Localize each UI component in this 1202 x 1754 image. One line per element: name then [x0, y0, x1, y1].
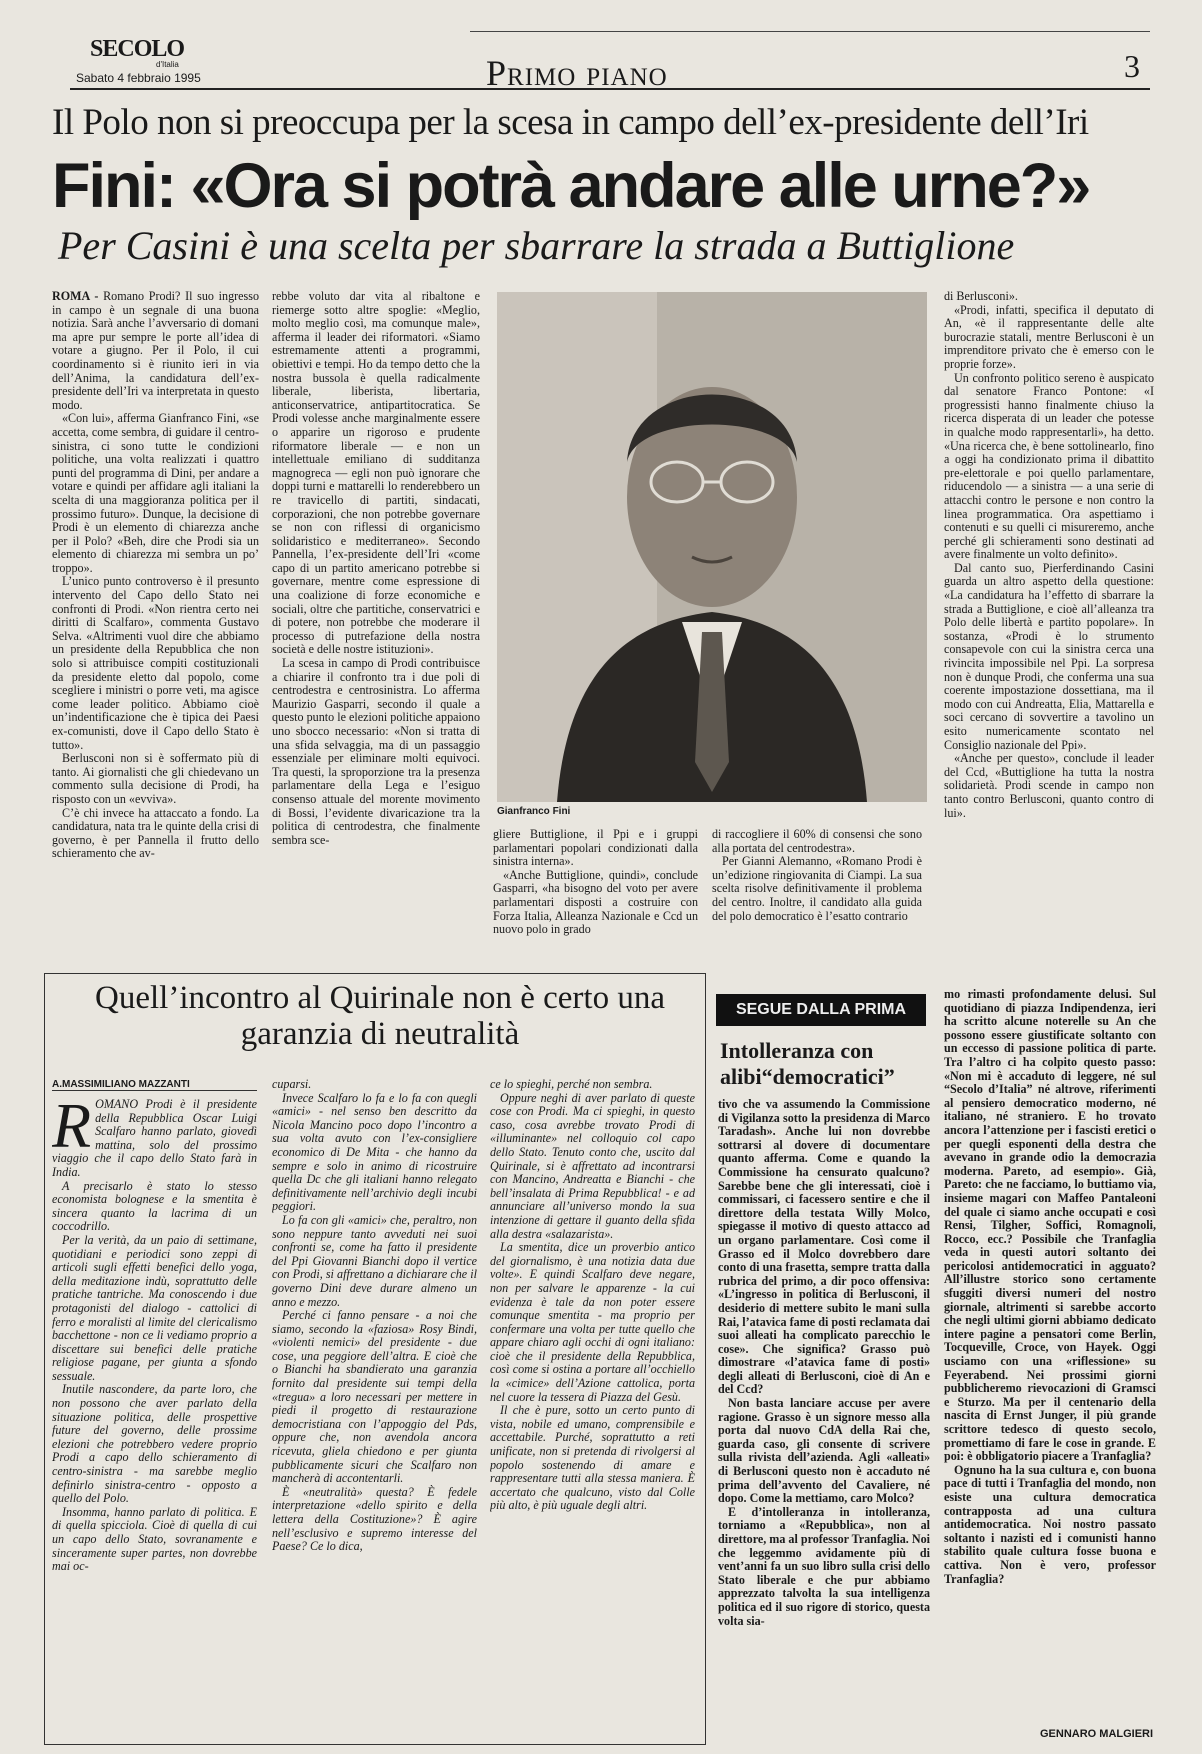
article-column-3 [493, 828, 698, 958]
headline-kicker: Il Polo non si preoccupa per la scesa in campo dell’ex-presidente dell’Iri [52, 102, 1089, 143]
article-paragraph: La scesa in campo di Prodi contribuisce a chiarire il confronto tra i due poli di centrodestra e centrosinistra. Lo afferma Maurizio Gasparri, secondo il quale a questo punto le elezioni politiche appaiono uno sbocco necessario: «Non si tratta di una sfida selvaggia, ma di un passaggio essenziale per eliminare molti equivoci. Tra questi, la sproporzione tra la presenza parlamentare della Lega e l’esiguo consenso attuale del morente movimento di Bossi, l’evidente divaricazione tra la politica di centrodestra, che finalmente sembra sce- [272, 656, 480, 847]
sidebar-title: Intolleranza con alibi“democratici” [720, 1038, 895, 1089]
header-rule [470, 31, 1150, 32]
article-paragraph: «Anche Buttiglione, quindi», conclude Gasparri, «ha bisogno del voto per avere parlamentari disposti a costruire con Forza Italia, Alleanza Nazionale e Ccd un nuovo polo in grado [493, 867, 698, 937]
opinion-paragraph: Perché ci fanno pensare - a noi che siamo, secondo la «faziosa» Rosy Bindi, «violenti nemici» del presidente - due cose, una peggiore dell’altra. E cioè che o Bianchi ha sbandierato una garanzia fornito dal presidente sui tempi della «tregua» a loro necessari per mettere in piedi il progetto di restaurazione democristiana con l’appoggio del Pds, oppure che, non avendola ancora ricevuta, gliela chiedono e per giunta pubblicamente sicuri che Scalfaro non mancherà di accontentarli. [272, 1308, 477, 1486]
article-column-1 [52, 290, 259, 958]
article-paragraph: rebbe voluto dar vita al ribaltone e riemerge sotto altre spoglie: «Meglio, molto meglio così, ma comunque male», afferma il leader dei riformatori. «Siamo estremamente attenti a programmi, obiettivi e tempi. Ho da tempo detto che la nostra bussola è quella radicalmente liberale, liberista, libertaria, anticonservatrice, antipartitocratica. Se Prodi volesse anche marginalmente essere o apparire un rigoroso e prudente riformatore liberale — e non un intellettuale emiliano di sudditanza magnogreca — egli non può ignorare che doppi turni e mattarelli lo renderebbero un re travicello di partiti, sindacati, corporazioni, che non potrebbe governare se non con riflessi di organicismo solidaristico e mediterraneo». Secondo Pannella, l’ex-presidente dell’Iri «come capo di un partito americano potrebbe si governare, mentre come espressione di una coalizione di forze economiche e sociali, oltre che partitiche, conservatrici e di potere, non potrebbe che moderare il processo di putrefazione della nostra società e delle nostre istituzioni». [272, 290, 480, 657]
photo-caption: Gianfranco Fini [497, 806, 571, 817]
article-dateline: ROMA - [52, 290, 99, 303]
sidebar-paragraph: tivo che va assumendo la Commissione di Vigilanza sotto la presidenza di Marco Taradash». Anche lui non dovrebbe sottrarsi al dovere di documentare quanto afferma. Come e quando la Commissione ha censurato qualcuno? Sarebbe bene che gli interessati, cioè i commissari, ci facessero sentire e che il direttore della testata Willy Molco, spiegasse il motivo di questo attacco ad un organo parlamentare. Così come il Grasso ed il Molco dovrebbero dare conto di una frasetta, sempre tratta dalla rubrica del primo, a dir poco offensiva: «L’ingresso in politica di Berlusconi, il desiderio di mettere subito le mani sulla Rai, l’atavica fame di posti reclamata dai suoi alleati ha complicato parecchio le cose». Che significa? Grasso può dimostrare «l’atavica fame di posti» degli alleati di Berlusconi, cioè di An e del Ccd? [718, 1098, 930, 1397]
opinion-paragraph: Insomma, hanno parlato di politica. E di quella spicciola. Cioè di quella di cui un capo dello Stato, sovranamente e sinceramente super partes, non dovrebbe mai oc- [52, 1504, 257, 1574]
sidebar-column-2 [944, 988, 1156, 1723]
opinion-paragraph: Per la verità, da un paio di settimane, quotidiani e periodici sono zeppi di articoli sugli effetti benefici dello yoga, della meditazione indù, soprattutto delle pratiche tantriche. Ma conoscendo i due protagonisti del dialogo - cattolici di ferro e moralisti al limite del clericalismo bacchettone - non ce li vediamo proprio a discettare sui benefici delle pratiche religiose pagane, per giunta a sfondo sessuale. [52, 1232, 257, 1383]
byline-rule [52, 1090, 257, 1091]
opinion-paragraph: Oppure neghi di aver parlato di queste cose con Prodi. Ma ci spieghi, in questo caso, cosa avrebbe trovato Prodi di «illuminante» nel colloquio col capo dello Stato. Tenuto conto che, uscito dal Quirinale, si è affrettato ad incontrarsi con Mancino, Andreatta e Bianchi - che bell’insalata di Prima Repubblica! - e ad annunciare all’universo mondo la sua intenzione di gettare il guanto della sfida alla destra «salazarista». [490, 1090, 695, 1241]
masthead-subtitle: d'Italia [156, 60, 179, 69]
article-paragraph: Berlusconi non si è soffermato più di tanto. Ai giornalisti che gli chiedevano un commento sulla decisione di Prodi, ha risposto con un «evviva». [52, 751, 259, 806]
article-paragraph: «Prodi, infatti, specifica il deputato di An, «è il rappresentante delle alte burocrazie statali, mentre Berlusconi è un imprenditore privato che è emerso con le proprie forze». [944, 302, 1154, 371]
sidebar-paragraph: Ognuno ha la sua cultura e, con buona pace di tutti i Tranfaglia del mondo, non esiste una cultura democratica contrapposta ad una cultura antidemocratica. Noi nostro passato soltanto i nazisti ed i comunisti hanno stabilito quale cultura fosse buona e cattiva. Non è vero, professor Tranfaglia? [944, 1462, 1156, 1586]
segue-badge: SEGUE DALLA PRIMA [716, 994, 926, 1026]
main-headline: Fini: «Ora si potrà andare alle urne?» [52, 151, 1090, 221]
masthead-rule [70, 88, 1150, 90]
opinion-byline: A.MASSIMILIANO MAZZANTI [52, 1079, 190, 1090]
article-paragraph: L’unico punto controverso è il presunto intervento del Capo dello Stato nei confronti di Prodi. «Non rientra certo nei diritti di Scalfaro», commenta Gustavo Selva. «Altrimenti vuol dire che abbiamo un presidente della Repubblica che non solo si attribuisce compiti costituzionali da presidente eletto dal popolo, come scegliere i ministri o porre veti, ma agisce come leader politico. Abbiamo cioè un’indentificazione che è tipica dei Paesi ex-comunisti, dove il Capo dello Stato è tutto». [52, 574, 259, 752]
opinion-paragraph: È «neutralità» questa? È fedele interpretazione «dello spirito e della lettera della Costituzione»? È agire nell’esclusivo e supremo interesse del Paese? Ce lo dica, [272, 1484, 477, 1554]
section-title: Primo piano [486, 53, 668, 93]
sidebar-paragraph: Non basta lanciare accuse per avere ragione. Grasso è un signore messo alla porta dal nuovo CdA della Rai che, guarda caso, gli consente di scrivere sulla rivista dell’azienda. Agli «alleati» di Berlusconi questo non è accaduto né prima dell’avvento del Cavaliere, né dopo. Come la mettiamo, caro Molco? [718, 1396, 930, 1506]
opinion-title: Quell’incontro al Quirinale non è certo una garanzia di neutralità [95, 980, 665, 1052]
article-paragraph: «Anche per questo», conclude il leader del Ccd, «Buttiglione ha tutta la nostra solidarietà. Prodi scende in campo non tanto contro Berlusconi, quanto contro di lui». [944, 751, 1154, 820]
editorial-signature: GENNARO MALGIERI [1040, 1728, 1154, 1740]
article-paragraph: di Berlusconi». [944, 290, 1018, 303]
sub-headline: Per Casini è una scelta per sbarrare la strada a Buttiglione [58, 223, 1015, 268]
article-paragraph: «Con lui», afferma Gianfranco Fini, «se accetta, come sembra, di guidare il centro-sinistra, ci sono tutte le condizioni politiche, una volta realizzati i quattro punti del programma di Dini, per andare a votare e quindi per affidare agli italiani la scelta di una maggioranza politica per il prossimo futuro». Dunque, la decisione di Prodi è un elemento di chiarezza anche per il Polo? «Beh, dire che Prodi sia un elemento di chiarezza mi sembra un po’ troppo». [52, 411, 259, 575]
article-paragraph: C’è chi invece ha attaccato a fondo. La candidatura, nata tra le quinte della crisi di governo, è per Pannella il frutto dello schieramento che av- [52, 805, 259, 861]
article-paragraph: gliere Buttiglione, il Ppi e i gruppi parlamentari popolari condizionati dalla sinistra interna». [493, 828, 698, 869]
article-paragraph: Un confronto politico sereno è auspicato dal senatore Franco Pontone: «I progressisti hanno finalmente chiuso la ricerca disperata di un leader che potesse in qualche modo rappresentarli», ha detto. «Una ricerca che, è bene sottolinearlo, fino a oggi ha condizionato prima il dibattito pre-elettorale e poi quello parlamentare, riducendolo — a sinistra — a una serie di attacchi contro le persone e non contro la linea programmatica. Ora aspettiamo i contenuti e su quelli ci misureremo, anche perché gli schieramenti sono destinati ad avere finalmente un volto definito». [944, 370, 1154, 562]
newspaper-masthead: SECOLO [90, 36, 185, 62]
opinion-paragraph: OMANO Prodi è il presidente della Repubblica Oscar Luigi Scalfaro hanno parlato, giovedì mattina, solo del prossimo viaggio che il capo dello Stato farà in India. [52, 1098, 257, 1179]
page-number: 3 [1124, 48, 1140, 84]
opinion-paragraph: Il che è pure, sotto un certo punto di vista, nobile ed umano, comprensibile e accettabile. Purché, soprattutto a reti unificate, non si pretenda di rivolgersi al popolo sostenendo di amare e rappresentare tutti alla stessa maniera. È accertato che qualcuno, visto dal Colle più alto, è più uguale degli altri. [490, 1403, 695, 1513]
fini-portrait-photo [497, 292, 927, 802]
opinion-paragraph: Lo fa con gli «amici» che, peraltro, non sono neppure tanto avveduti nei suoi confronti se, come ha fatto il presidente del Ppi Giovanni Bianchi dopo il vertice con Prodi, si affrettano a dichiarare che il governo Dini deve durare almeno un anno e mezzo. [272, 1212, 477, 1309]
opinion-column-2 [272, 1078, 477, 1738]
opinion-paragraph: Invece Scalfaro lo fa e lo fa con quegli «amici» - nel senso ben descritto da Nicola Mancino poco dopo l’incontro a sua volta avuto con l’ex-consigliere economico di De Mita - che hanno da sempre e solo in animo di ricostruire quella Dc che gli italiani hanno relegato definitivamente nell’archivio degli incubi peggiori. [272, 1090, 477, 1214]
article-column-2 [272, 290, 480, 958]
article-paragraph: Per Gianni Alemanno, «Romano Prodi è un’edizione ringiovanita di Ciampi. La sua scelta risolve definitivamente il problema del centro. Inoltre, il candidato alla guida del polo democratico è l’esatto contrario [712, 854, 922, 923]
opinion-column-1 [52, 1098, 257, 1738]
sidebar-column-1 [718, 1098, 930, 1738]
article-paragraph: Romano Prodi? Il suo ingresso in campo è un segnale di una buona notizia. Sarà anche l’avversario di domani ma apre pur sempre le porte all’idea di votare a giugno. Per il Polo, il cui coordinamento si è riunito ieri in via dell’Anima, la candidatura dell’ex-presidente dell’Iri va interpretata in questo modo. [52, 290, 259, 412]
drop-cap: R [52, 1098, 92, 1161]
opinion-paragraph: Inutile nascondere, da parte loro, che non possono che aver parlato della situazione politica, delle prospettive future del governo, delle prossime elezioni che potrebbero vedere proprio Prodi a capo dello schieramento di centro-sinistra - ma sarebbe meglio definirlo sinistra-centro - opposto a quello del Polo. [52, 1382, 257, 1506]
sidebar-paragraph: E d’intolleranza in intolleranza, torniamo a «Repubblica», non al direttore, ma al professor Tranfaglia. Noi che leggemmo avidamente più di vent’anni fa un suo libro sulla crisi dello Stato liberale e che pur abbiamo apprezzato talvolta la sua intelligenza politica ed il suo rigore di storico, questa volta sia- [718, 1504, 930, 1628]
issue-date: Sabato 4 febbraio 1995 [76, 71, 201, 85]
article-column-4 [712, 828, 922, 958]
opinion-paragraph: ce lo spieghi, perché non sembra. [490, 1078, 653, 1091]
portrait-illustration [497, 292, 927, 802]
opinion-paragraph: A precisarlo è stato lo stesso economista bolognese e la smentita è sincera quanto la lacrima di un coccodrillo. [52, 1178, 257, 1234]
opinion-paragraph: La smentita, dice un proverbio antico del giornalismo, è una notizia data due volte». E quindi Scalfaro deve negare, non per salvare le apparenze - la cui evidenza è tale da non poter essere comunque smentita - ma proprio per confermare una volta per tutte quello che appare chiaro agli occhi di ogni italiano: cioè che il presidente della Repubblica, così come si ostina a portare all’occhiello la «cimice» dell’Azione cattolica, porta nel cuore la tessera di Piazza del Gesù. [490, 1240, 695, 1404]
article-paragraph: Dal canto suo, Pierferdinando Casini guarda un altro aspetto della questione: «La candidatura ha l’effetto di sbarrare la strada a Buttiglione, e cioè all’alleanza tra Polo delle libertà e partito popolare». In sostanza, «Prodi è lo strumento consapevole con cui la sinistra cerca una rivincita impossibile nel Ppi. La sorpresa non è dunque Prodi, che conferma una sua coerente impostazione dossettiana, ma il modo con cui Andreatta, Elia, Mattarella e soci cercano di sovvertire a tavolino un esito numericamente scontato nel Consiglio nazionale del Ppi». [944, 560, 1154, 752]
article-column-5 [944, 290, 1154, 958]
article-paragraph: di raccogliere il 60% di consensi che sono alla portata del centrodestra». [712, 828, 922, 855]
opinion-column-3 [490, 1078, 695, 1738]
opinion-paragraph: cuparsi. [272, 1078, 312, 1091]
sidebar-paragraph: mo rimasti profondamente delusi. Sul quotidiano di piazza Indipendenza, ieri ha scritto alcune noterelle su An che possono essere giustificate soltanto con un eccesso di passione politica di parte. Tra l’altro ci ha colpito questo passo: «Non mi è accaduto di leggere, né sul “Secolo d’Italia” né altrove, riferimenti al pensiero democratico moderno, né italiano, né straniero. E ho trovato ancora l’attenzione per i fascisti eretici o per quegli esponenti della destra che avevano in grande odio la democrazia moderna. Pareto, ad esempio». Già, Pareto: che ne facciamo, lo buttiamo via, insieme magari con Maffeo Pantaleoni del quale ci siamo anche occupati e così Rensi, Tilgher, Soffici, Romagnoli, Rocco, ecc.? Possibile che Tranfaglia veda in questi autori soltanto dei pericolosi antidemocratici in agguato? All’illustre storico sono certamente sfuggiti diversi numeri del nostro giornale, altrimenti si sarebbe accorto che negli ultimi giorni abbiamo dedicato intere pagine a pensatori come Berlin, Tocqueville, Croce, von Hayek. Oggi usciamo con una «riflessione» su Feyerabend. Nei prossimi giorni pubblicheremo rievocazioni di Gramsci e Sturzo. Ma per il centenario della nascita di Ernst Junger, il più grande scrittore tedesco di questo secolo, promettiamo di fare le cose in grande. E poi: è obbligatorio piacere a Tranfaglia? [944, 988, 1156, 1464]
